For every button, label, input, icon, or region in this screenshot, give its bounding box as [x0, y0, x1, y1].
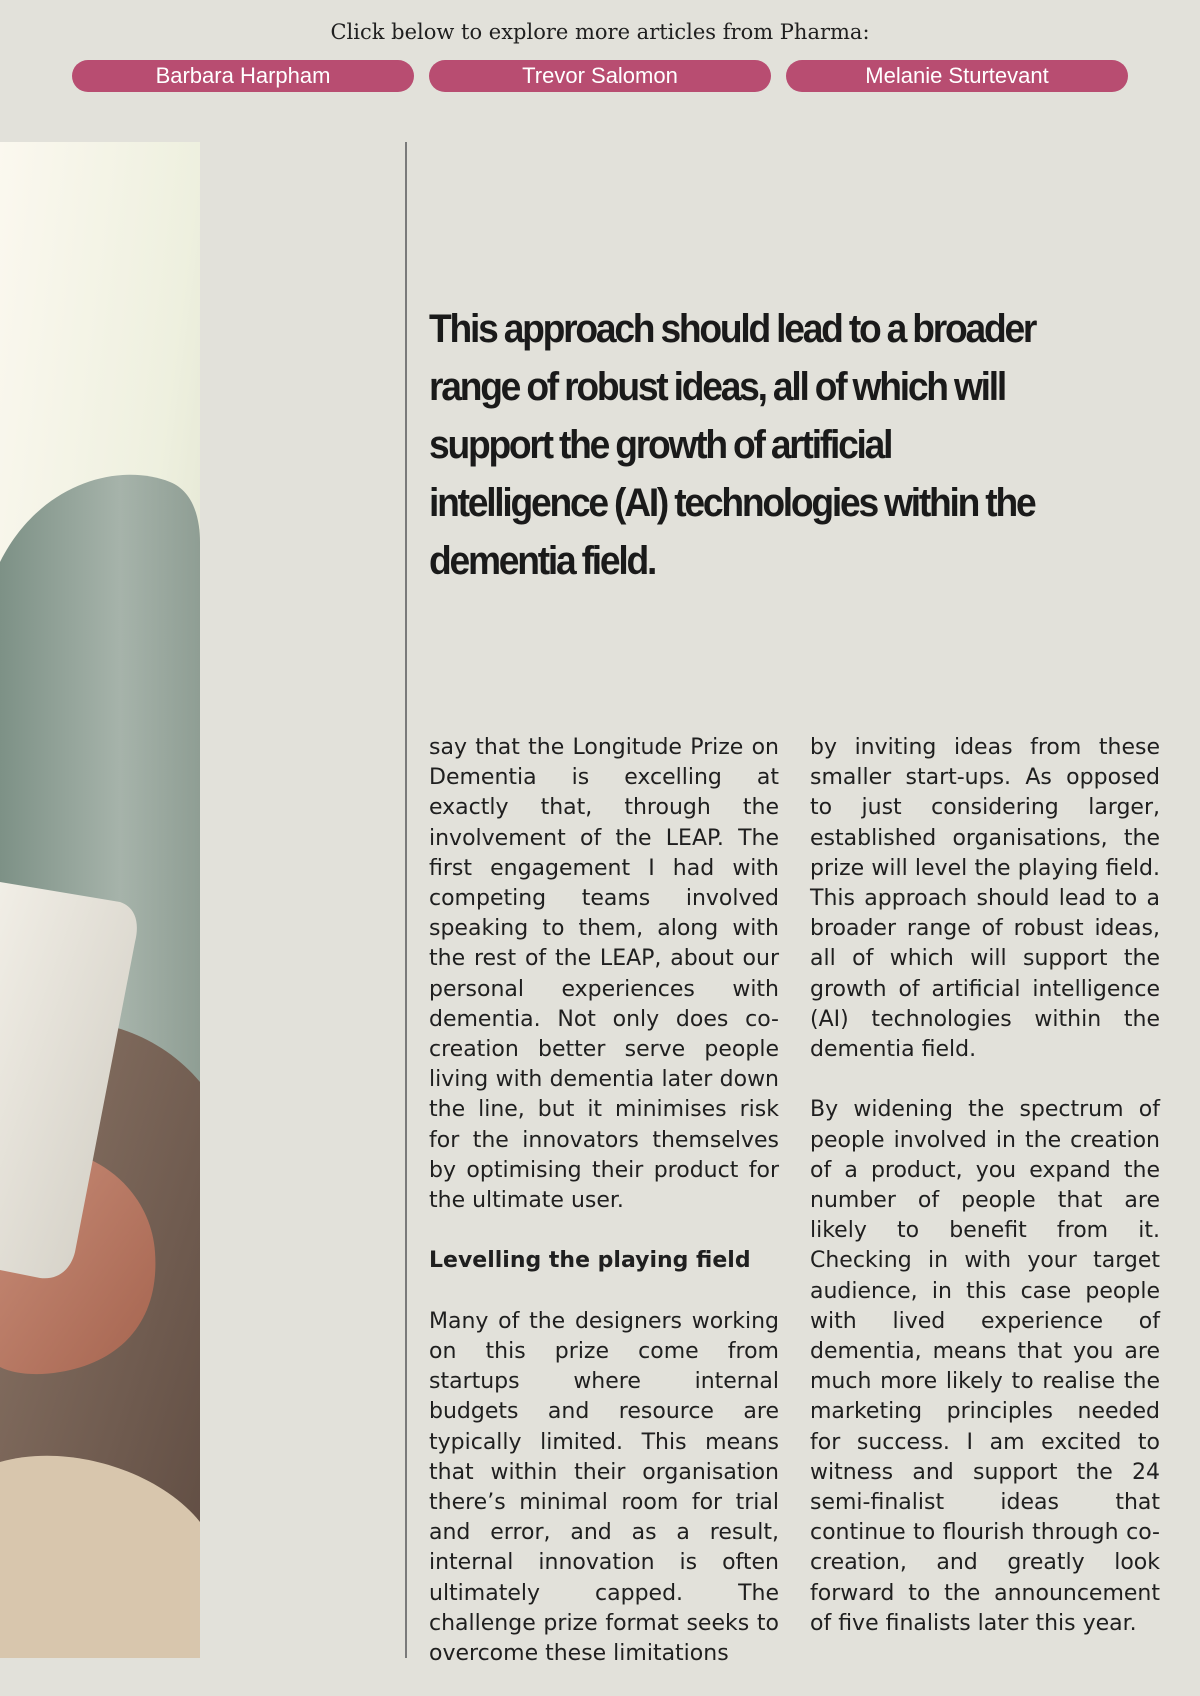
photo-illustration	[0, 142, 200, 1658]
article-column-left	[429, 733, 779, 1669]
explore-prompt: Click below to explore more articles from Pharma:	[330, 20, 870, 44]
column-divider	[405, 142, 407, 1658]
article-photo	[0, 142, 200, 1658]
paragraph: By widening the spectrum of people involved in the creation of a product, you expand the number of people that are likely to benefit from it. Checking in with your target audience, in this case people with lived experience of dementia, means that you are much more likely to realise the marketing principles needed for success. I am excited to witness and support the 24 semi-finalist ideas that continue to flourish through co-creation, and greatly look forward to the announcement of five finalists later this year.	[810, 1097, 1160, 1636]
paragraph: say that the Longitude Prize on Dementia is excelling at exactly that, through the involvement of the LEAP. The first engagement I had with competing teams involved speaking to them, along with the rest of the LEAP, about our personal experiences with dementia. Not only does co-creation better serve people living with dementia later down the line, but it minimises risk for the innovators themselves by optimising their product for the ultimate user.	[429, 735, 779, 1214]
pull-quote: This approach should lead to a broader range of robust ideas, all of which will support the growth of artificial intelligence (AI) technologies within the dementia field.	[429, 307, 1036, 583]
paragraph: Many of the designers working on this prize come from startups where internal budgets and resource are typically limited. This means that within their organisation there’s minimal room for trial and error, and as a result, internal innovation is often ultimately capped. The challenge prize format seeks to overcome these limitations	[429, 1308, 779, 1667]
article-column-right	[810, 733, 1160, 1639]
paragraph: by inviting ideas from these smaller start-ups. As opposed to just considering larger, established organisations, the prize will level the playing field. This approach should lead to a broader range of robust ideas, all of which will support the growth of artificial intelligence (AI) technologies within the dementia field.	[810, 735, 1160, 1063]
article-button-melanie-sturtevant[interactable]: Melanie Sturtevant	[786, 60, 1128, 92]
section-heading: Levelling the playing field	[429, 1248, 751, 1274]
article-button-barbara-harpham[interactable]: Barbara Harpham	[72, 60, 414, 92]
article-button-trevor-salomon[interactable]: Trevor Salomon	[429, 60, 771, 92]
